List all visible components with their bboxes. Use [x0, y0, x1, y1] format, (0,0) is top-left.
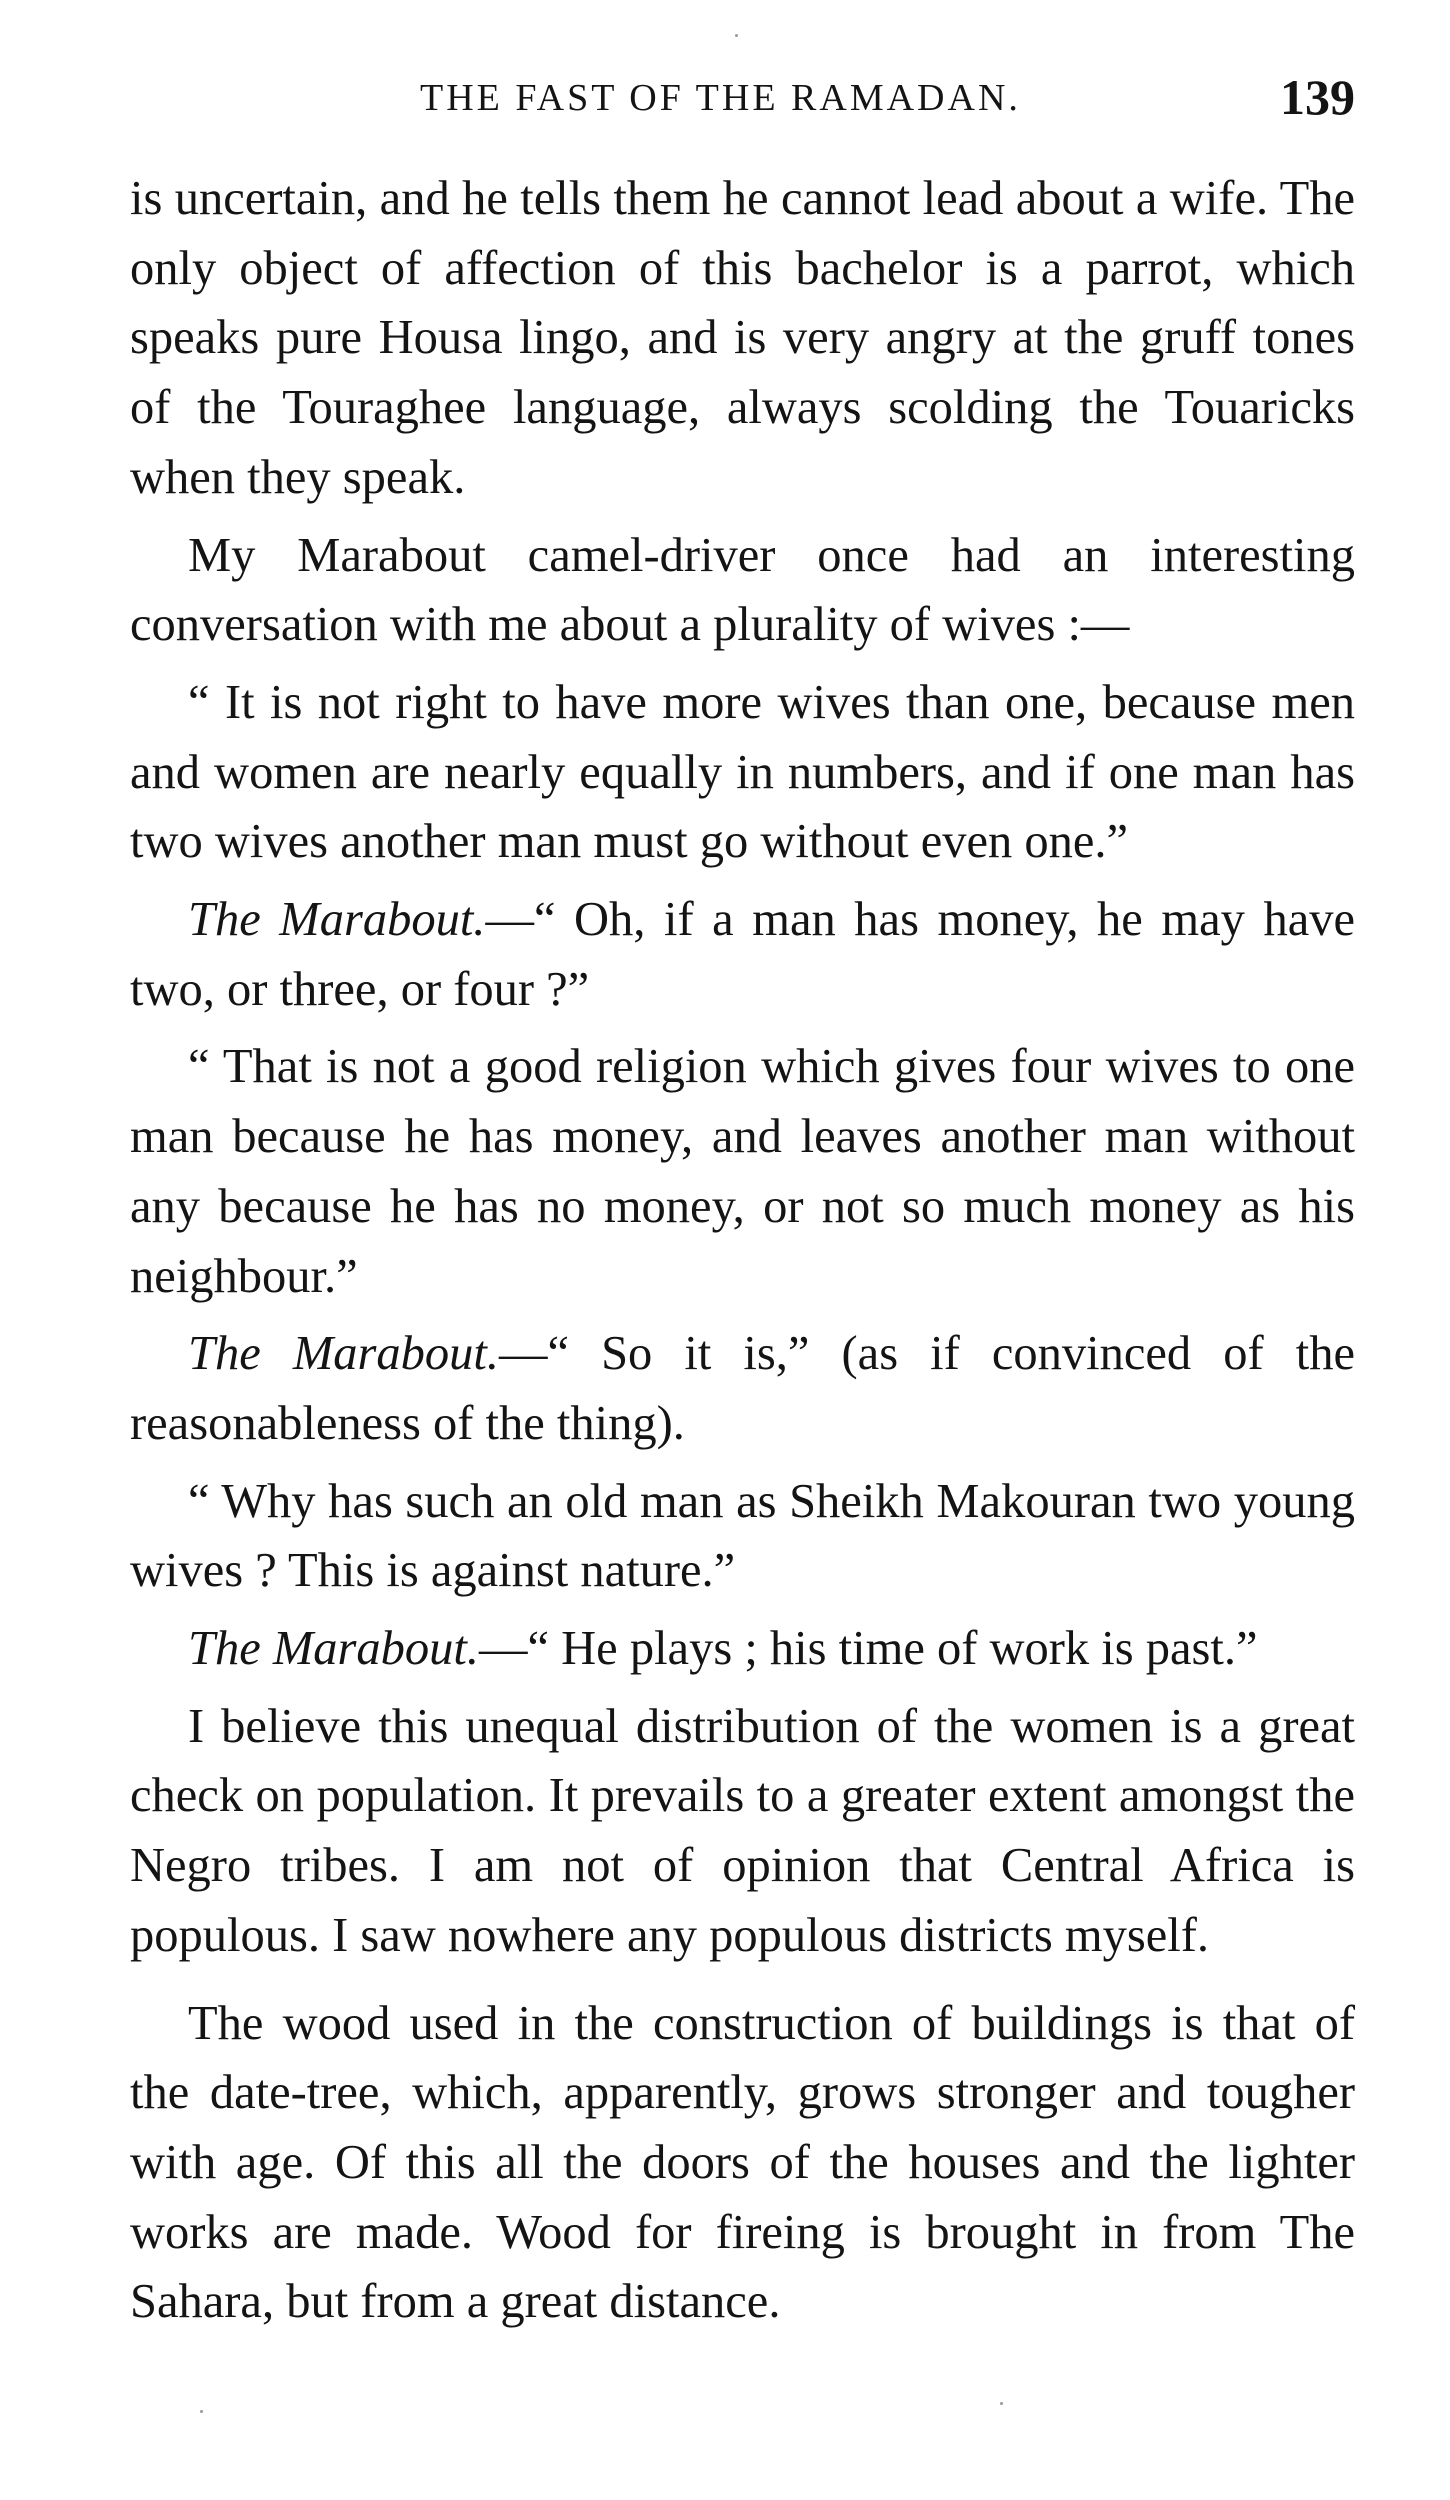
speaker-label: The Marabout.	[188, 1327, 499, 1381]
running-title: THE FAST OF THE RAMADAN.	[420, 77, 1021, 119]
paragraph-text: “ Why has such an old man as Sheikh Makouran two young wives ? This is against nature.”	[130, 1474, 1355, 1598]
paragraph-marabout-intro	[130, 521, 1355, 660]
page-header	[130, 68, 1355, 128]
dialogue-author-3	[130, 1467, 1355, 1606]
page-number: 139	[1280, 69, 1355, 125]
bottom-left-speck	[200, 2410, 203, 2413]
speaker-label: The Marabout.	[188, 1622, 479, 1676]
paragraph-text: “ That is not a good religion which gives four wives to one man because he has money, and leaves another man without any because he has no money, or not so much money as his neighbour.”	[130, 1040, 1355, 1303]
paragraph-text: I believe this unequal distribution of the women is a great check on population. It prevails to a greater extent amongst the Negro tribes. I am not of opinion that Central Africa is populous. I saw nowhere any populous districts myself.	[130, 1699, 1355, 1962]
paragraph-text: —“ He plays ; his time of work is past.”	[479, 1622, 1258, 1676]
dialogue-author-2	[130, 1032, 1355, 1311]
body-text	[130, 164, 1355, 2337]
paragraph-text: —“ So it is,” (as if convinced of the reasonableness of the thing).	[130, 1327, 1355, 1450]
dialogue-marabout-1	[130, 885, 1355, 1024]
paragraph-text: The wood used in the construction of buildings is that of the date-tree, which, apparently, grows stronger and tougher with age. Of this all the doors of the houses and the lighter works are made. Wood for fireing is brought in from The Sahara, but from a great distance.	[130, 1996, 1355, 2329]
dialogue-author-1	[130, 668, 1355, 877]
speaker-label: The Marabout.	[188, 893, 486, 947]
top-speck	[735, 34, 738, 37]
paragraph-text: “ It is not right to have more wives than one, because men and women are nearly equally in numbers, and if one man has two wives another man must go without even one.”	[130, 675, 1355, 869]
paragraph-text: is uncertain, and he tells them he cannot lead about a wife. The only object of affection of this bachelor is a parrot, which speaks pure Housa lingo, and is very angry at the gruff tones of the Touraghee language, always scolding the Touaricks when they speak.	[130, 172, 1355, 504]
paragraph-continued	[130, 164, 1355, 513]
paragraph-wood	[130, 1989, 1355, 2338]
paragraph-text: —“ Oh, if a man has money, he may have two, or three, or four ?”	[130, 893, 1355, 1016]
dialogue-marabout-3	[130, 1614, 1355, 1684]
paragraph-text: My Marabout camel-driver once had an interesting conversation with me about a plurality of wives :—	[130, 528, 1355, 652]
dialogue-marabout-2	[130, 1319, 1355, 1458]
bottom-right-speck	[1000, 2402, 1003, 2405]
paragraph-population	[130, 1692, 1355, 1971]
